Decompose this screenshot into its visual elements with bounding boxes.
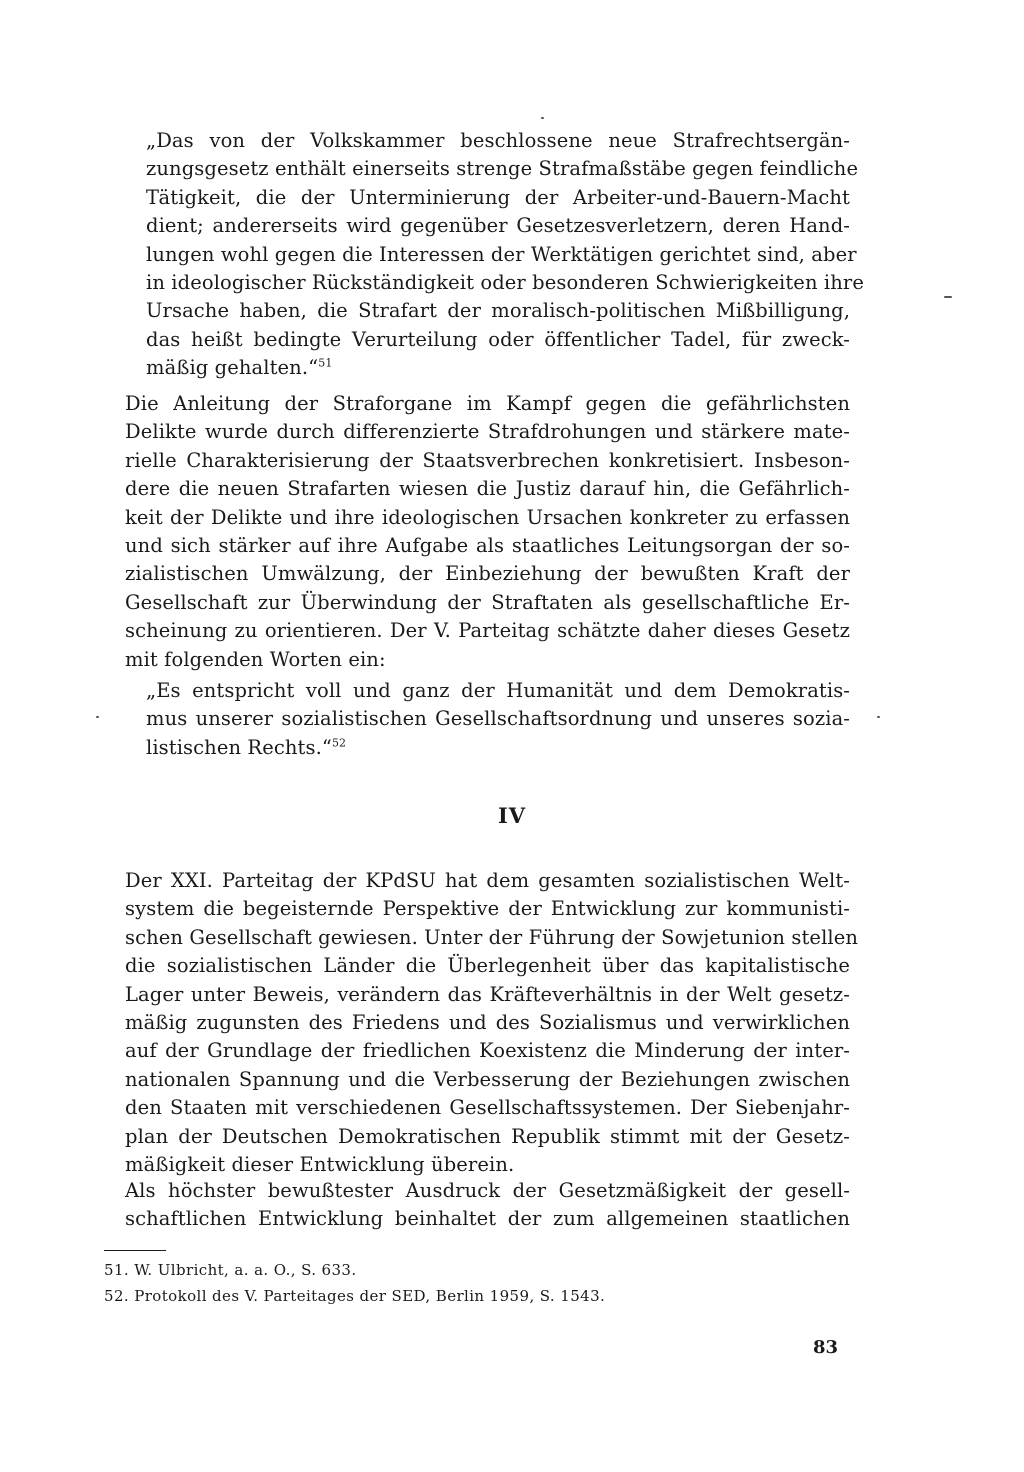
text-line: schaftlichen Entwicklung beinhaltet der zum allgemeinen staatlichen [125, 1207, 850, 1231]
footnote-ref-51: 51 [318, 356, 333, 370]
text-line: Der XXI. Parteitag der KPdSU hat dem gesamten sozialistischen Welt- [125, 869, 850, 892]
scan-speck [96, 716, 99, 718]
text-line: dere die neuen Strafarten wiesen die Justiz darauf hin, die Gefährlich- [125, 477, 850, 501]
text-line: mus unserer sozialistischen Gesellschaftsordnung und unseres sozia- [146, 707, 850, 731]
text-line: Gesellschaft zur Überwindung der Straftaten als gesellschaftliche Er- [125, 590, 850, 614]
text-line: lungen wohl gegen die Interessen der Werktätigen gerichtet sind, aber [146, 242, 857, 266]
text-line [146, 354, 850, 382]
text-line: Ursache haben, die Strafart der moralisch-politischen Mißbilligung, [146, 299, 850, 323]
text-line: nationalen Spannung und die Verbesserung der Beziehungen zwischen [125, 1067, 850, 1091]
scan-speck [944, 296, 952, 298]
text-line: system die begeisternde Perspektive der Entwicklung zur kommunisti- [125, 897, 850, 921]
text-line: Als höchster bewußtester Ausdruck der Gesetzmäßigkeit der gesell- [125, 1179, 850, 1202]
section-heading: IV [497, 803, 527, 828]
text-line: auf der Grundlage der friedlichen Koexistenz die Minderung der inter- [125, 1039, 850, 1063]
text-line: Die Anleitung der Straforgane im Kampf gegen die gefährlichsten [125, 392, 850, 415]
page-number: 83 [813, 1337, 839, 1358]
text-line: scheinung zu orientieren. Der V. Parteitag schätzte daher dieses Gesetz [125, 619, 850, 643]
text-line: und sich stärker auf ihre Aufgabe als staatliches Leitungsorgan der so- [125, 533, 850, 557]
text-line: das heißt bedingte Verurteilung oder öffentlicher Tadel, für zweck- [146, 327, 850, 351]
text-line: in ideologischer Rückständigkeit oder besonderen Schwierigkeiten ihre [146, 270, 864, 294]
text-line: die sozialistischen Länder die Überlegenheit über das kapitalistische [125, 954, 850, 978]
text-line: keit der Delikte und ihre ideologischen Ursachen konkreter zu erfassen [125, 505, 850, 529]
footnote-divider [104, 1250, 166, 1251]
scan-speck [877, 716, 880, 718]
text-line: Delikte wurde durch differenzierte Strafdrohungen und stärkere mate- [125, 420, 850, 444]
text-line: mit folgenden Worten ein: [125, 647, 386, 671]
text-line: „Es entspricht voll und ganz der Humanität und dem Demokratis- [146, 679, 850, 702]
text-line: rielle Charakterisierung der Staatsverbrechen konkretisiert. Insbeson- [125, 448, 850, 472]
text-fragment: mäßig gehalten.“ [146, 356, 319, 380]
text-line: schen Gesellschaft gewiesen. Unter der Führung der Sowjetunion stellen [125, 925, 859, 949]
text-line: Lager unter Beweis, verändern das Kräfteverhältnis in der Welt gesetz- [125, 982, 850, 1006]
footnote-51: 51. W. Ulbricht, a. a. O., S. 633. [104, 1261, 357, 1279]
paragraph-3 [125, 1177, 850, 1234]
text-line: den Staaten mit verschiedenen Gesellschaftssystemen. Der Siebenjahr- [125, 1096, 850, 1120]
scan-speck [541, 117, 544, 119]
text-line: plan der Deutschen Demokratischen Republik stimmt mit der Gesetz- [125, 1124, 850, 1148]
paragraph-2 [125, 867, 859, 1179]
footnote-52: 52. Protokoll des V. Parteitages der SED, Berlin 1959, S. 1543. [104, 1287, 606, 1305]
quote-block-2 [146, 677, 850, 762]
footnote-ref-52: 52 [331, 736, 347, 750]
text-line: zialistischen Umwälzung, der Einbeziehung der bewußten Kraft der [125, 562, 850, 586]
text-line: dient; andererseits wird gegenüber Gesetzesverletzern, deren Hand- [146, 214, 850, 238]
text-line: zungsgesetz enthält einerseits strenge Strafmaßstäbe gegen feindliche [146, 157, 859, 181]
text-line [146, 734, 850, 762]
quote-block-1 [146, 127, 864, 383]
text-fragment: listischen Rechts.“ [146, 735, 332, 759]
text-line: Tätigkeit, die der Unterminierung der Arbeiter-und-Bauern-Macht [146, 185, 850, 209]
text-line: mäßigkeit dieser Entwicklung überein. [125, 1152, 515, 1176]
paragraph-1 [125, 390, 850, 674]
text-line: „Das von der Volkskammer beschlossene neue Strafrechtsergän- [146, 129, 850, 152]
text-line: mäßig zugunsten des Friedens und des Sozialismus und verwirklichen [125, 1010, 850, 1034]
